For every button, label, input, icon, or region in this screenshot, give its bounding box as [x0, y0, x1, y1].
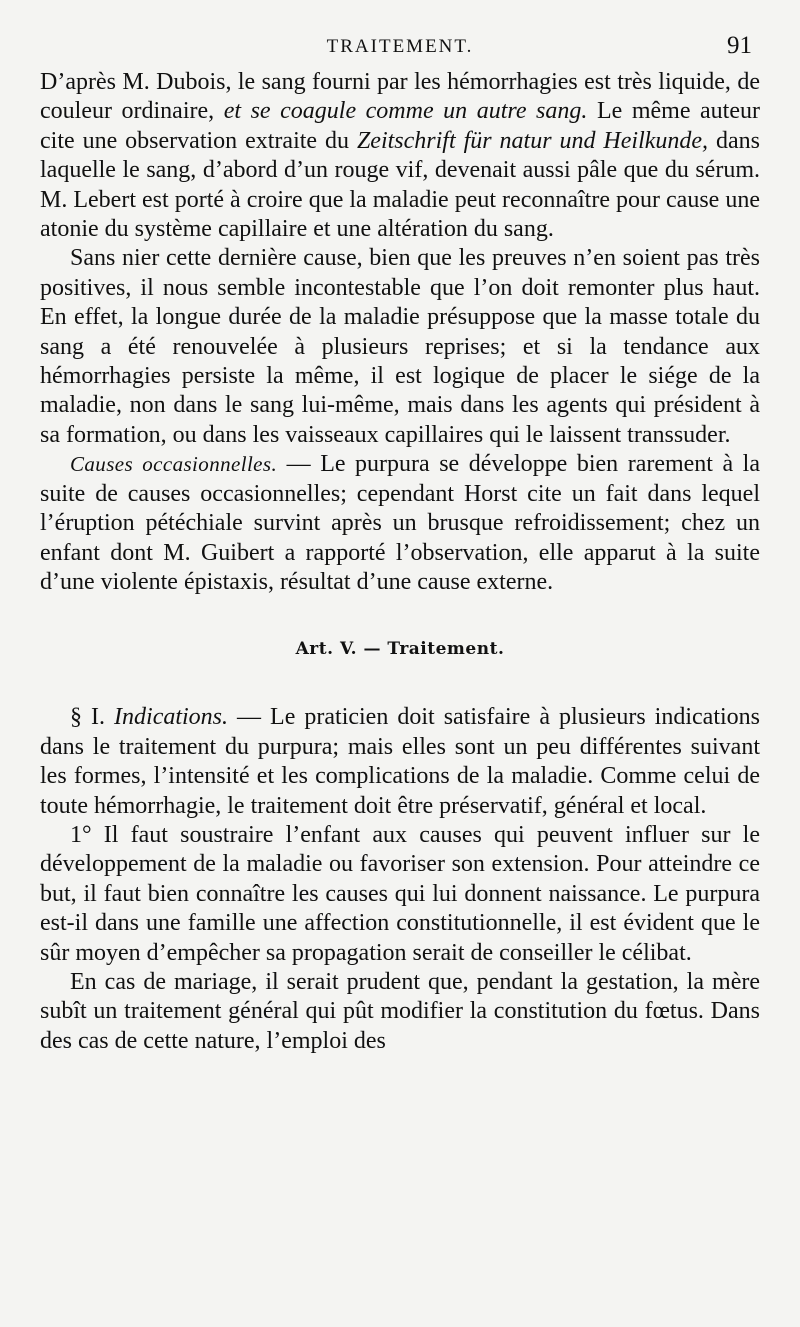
- body-text: [40, 68, 760, 1056]
- page-number: 91: [727, 32, 752, 59]
- p1-italic-zeitschrift: Zeitschrift für natur und Heilkunde,: [356, 127, 709, 154]
- p1-italic-coagule: et se coagule comme un autre sang.: [223, 98, 588, 125]
- page-header: [40, 28, 760, 68]
- indications-text: — Le praticien doit satisfaire à plusieurs indications dans le traitement du purpura; mais elles sont un peu différentes suivant les formes, l’intensité et les complications de la maladie. Comme celui de toute hémorrhagie, le traitement doit être préservatif, général et local.: [40, 704, 760, 819]
- paragraph-mariage: En cas de mariage, il serait prudent que, pendant la gestation, la mère subît un traitement général qui pût modifier la constitution du fœtus. Dans des cas de cette nature, l’emploi des: [40, 968, 760, 1054]
- paragraph-sans-nier: Sans nier cette dernière cause, bien que les preuves n’en soient pas très positives, il nous semble incontestable que l’on doit remonter plus haut. En effet, la longue durée de la maladie présuppose que la masse totale du sang a été renouvelée à plusieurs reprises; et si la tendance aux hémorrhagies persiste la même, il est logique de placer le siége de la maladie, non dans le sang lui-même, mais dans les agents qui président à sa formation, ou dans les vaisseaux capillaires qui le laissent transsuder.: [40, 245, 760, 448]
- paragraph-point-one: 1° Il faut soustraire l’enfant aux causes qui peuvent influer sur le développement de la maladie ou favoriser son extension. Pour atteindre ce but, il faut bien connaître les causes qui lui donnent naissance. Le purpura est-il dans une famille une affection constitutionnelle, il est évident que le sûr moyen d’empêcher sa propagation serait de conseiller le célibat.: [40, 821, 760, 966]
- causes-occasionnelles-text: — Le purpura se développe bien rarement à la suite de causes occasionnelles; cependant Horst cite un fait dans lequel l’éruption pétéchiale survint après un brusque refroidissement; chez un enfant dont M. Guibert a rapporté l’observation, elle apparut à la suite d’une violente épistaxis, résultat d’une cause externe.: [40, 451, 761, 595]
- running-title: TRAITEMENT.: [326, 36, 474, 57]
- paragraph-dubois: [40, 68, 760, 244]
- indications-label: Indications.: [114, 704, 229, 731]
- causes-occasionnelles-label: Causes occasionnelles.: [70, 452, 278, 477]
- p1-text-a: D’après M. Dubois, le sang fourni par les hémorrhagies est très liquide, de couleur ordinaire,: [40, 69, 760, 125]
- p1-text-c: Le même auteur cite une observation extraite du: [40, 98, 760, 154]
- indications-number: § I.: [70, 704, 115, 731]
- section-heading: Art. V. — Traitement.: [295, 639, 505, 660]
- paragraph-causes-occasionnelles: [40, 450, 760, 597]
- p1-text-e: dans laquelle le sang, d’abord d’un rouge vif, devenait aussi pâle que du sérum. M. Lebert est porté à croire que la maladie peut reconnaître pour cause une atonie du système capillaire et une altération du sang.: [40, 127, 761, 243]
- paragraph-indications: [40, 703, 760, 821]
